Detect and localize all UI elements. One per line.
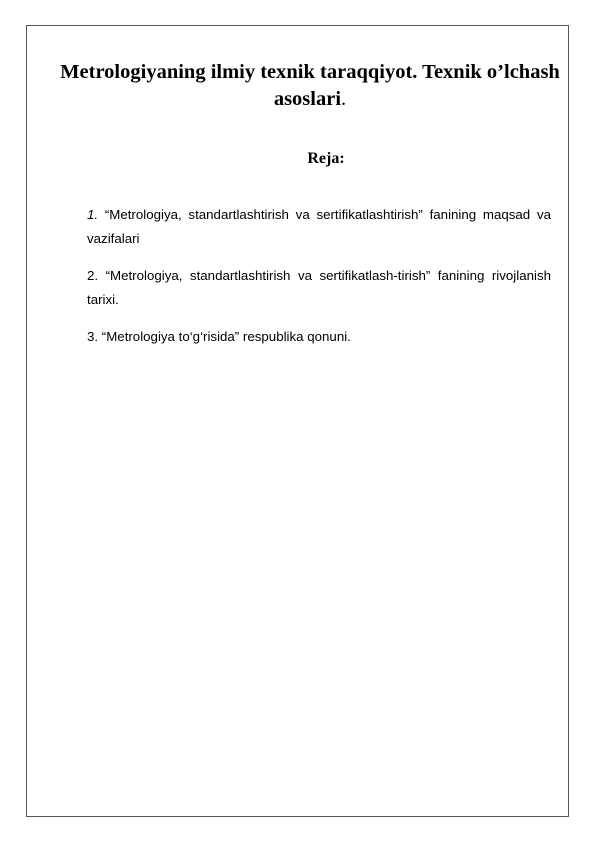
plan-item — [87, 264, 551, 312]
plan-item-number: 3. — [87, 329, 99, 344]
plan-item-text: “Metrologiya, standartlashtirish va sertifikatlash-tirish” fanining rivojlanish tarixi. — [87, 268, 551, 307]
plan-item — [87, 325, 551, 349]
plan-item-number: 1. — [87, 207, 99, 222]
plan-heading: Reja: — [307, 150, 345, 167]
plan-item — [87, 203, 551, 251]
document-title — [60, 59, 560, 113]
plan-item-text: “Metrologiya to‘g‘risida” respublika qonuni. — [98, 329, 351, 344]
document-title-period: . — [341, 88, 347, 110]
plan-item-text: “Metrologiya, standartlashtirish va sertifikatlashtirish” fanining maqsad va vazifalari — [87, 207, 551, 246]
plan-list — [87, 203, 551, 362]
page-border — [26, 25, 569, 817]
plan-item-number: 2. — [87, 268, 99, 283]
document-title-text: Metrologiyaning ilmiy texnik taraqqiyot. Texnik o’lchash asoslari — [60, 61, 560, 110]
